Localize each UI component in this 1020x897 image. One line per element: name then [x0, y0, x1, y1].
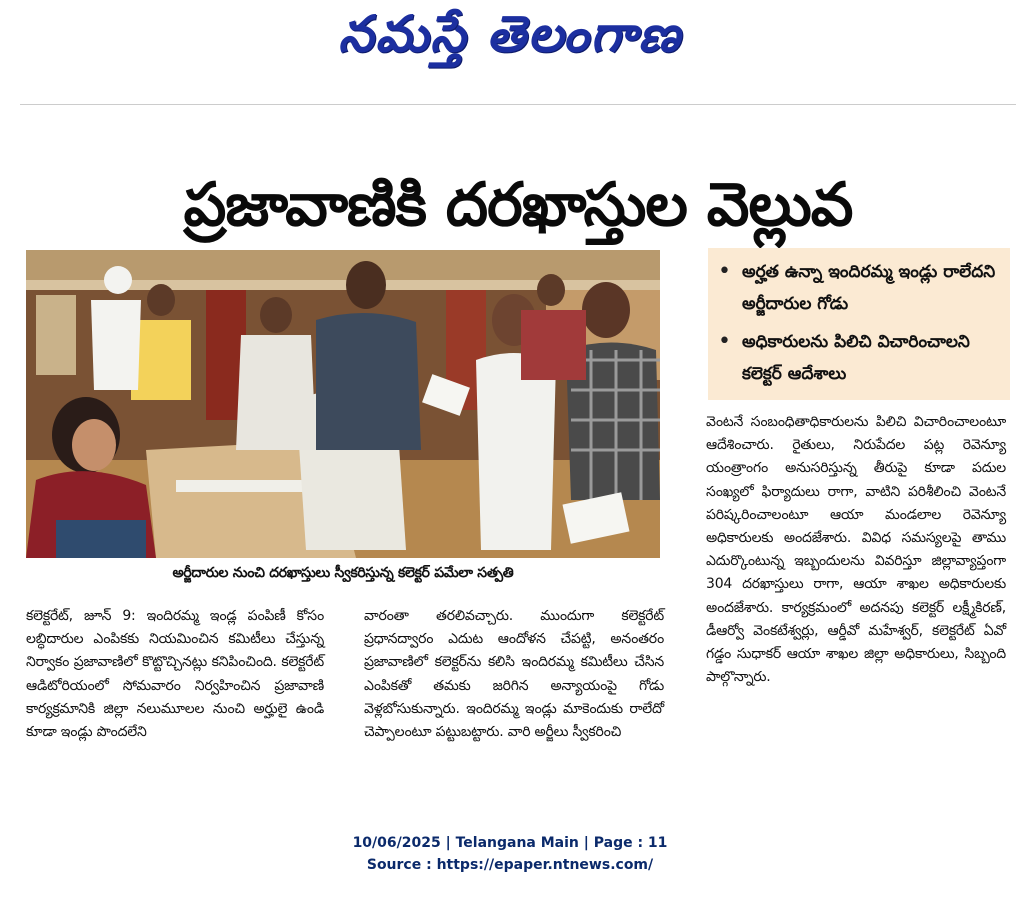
edition-info: 10/06/2025 | Telangana Main | Page : 11 [352, 835, 668, 851]
highlight-text: అర్హత ఉన్నా ఇందిరమ్మ ఇండ్లు రాలేదని అర్జీదారుల గోడు [742, 262, 996, 314]
photo-caption: అర్జీదారుల నుంచి దరఖాస్తులు స్వీకరిస్తున్న కలెక్టర్ పమేలా సత్పతి [172, 565, 514, 581]
body-text: కలెక్టరేట్, జూన్ 9: ఇందిరమ్మ ఇండ్ల పంపిణీ కోసం లబ్ధిదారుల ఎంపికకు నియమించిన కమిటీలు చేస్తున్న నిర్వాకం ప్రజావాణిలో కొట్టొచ్చినట్లు కనిపించింది. కలెక్టరేట్ ఆడిటోరియంలో సోమవారం నిర్వహించిన ప్రజావాణి కార్యక్రమానికి జిల్లా నలుమూలల నుంచి అర్హులై ఉండి కూడా ఇండ్లు పొందలేని [26, 608, 324, 741]
page-footer [0, 832, 1020, 876]
highlights-box [708, 248, 1010, 400]
source-link[interactable]: Source : https://epaper.ntnews.com/ [366, 857, 654, 873]
body-column-3 [706, 411, 1006, 689]
masthead [0, 0, 1020, 80]
bullet-icon: • [718, 259, 731, 284]
highlight-item [718, 256, 1010, 320]
newspaper-logo: నమస్తే తెలంగాణ [338, 4, 682, 63]
newspaper-clipping [20, 104, 1016, 805]
bullet-icon: • [718, 329, 731, 354]
highlight-text: అధికారులను పిలిచి విచారించాలని కలెక్టర్ ఆదేశాలు [742, 332, 970, 384]
body-text: వారంతా తరలివచ్చారు. ముందుగా కలెక్టరేట్ ప్రధానద్వారం ఎదుట ఆందోళన చేపట్టి, అనంతరం ప్రజావాణిలో కలెక్టర్‌ను కలిసి ఇందిరమ్మ కమిటీలు చేసిన ఎంపికతో తమకు జరిగిన అన్యాయంపై గోడు వెళ్లబోసుకున్నారు. ఇందిరమ్మ ఇండ్లు మాకెందుకు రాలేదో చెప్పాలంటూ పట్టుబట్టారు. వారి అర్జీలు స్వీకరించి [364, 608, 664, 741]
body-column-2 [364, 605, 664, 744]
highlight-item [718, 326, 1010, 390]
body-column-1 [26, 605, 324, 744]
article-headline: ప్రజావాణికి దరఖాస్తుల వెల్లువ [183, 170, 853, 241]
news-photo [26, 250, 660, 558]
body-text: వెంటనే సంబంధితాధికారులను పిలిచి విచారించాలంటూ ఆదేశించారు. రైతులు, నిరుపేదల పట్ల రెవెన్యూ యంత్రాంగం అనుసరిస్తున్న తీరుపై కూడా పదుల సంఖ్యలో ఫిర్యాదులు రాగా, వాటిని పరిశీలించి వెంటనే పరిష్కరించాలంటూ ఆయా మండలాల రెవెన్యూ అధికారులకు అందజేశారు. వివిధ సమస్యలపై తాము ఎదుర్కొంటున్న ఇబ్బందులను వివరిస్తూ జిల్లావ్యాప్తంగా 304 దరఖాస్తులు రాగా, ఆయా శాఖల అధికారులకు అందజేశారు. కార్యక్రమంలో అదనపు కలెక్టర్ లక్ష్మీకిరణ్, డీఆర్వో వెంకటేశ్వర్లు, ఆర్డీవో మహేశ్వర్, కలెక్టరేట్ ఏవో గడ్డం సుధాకర్ ఆయా శాఖల జిల్లా అధికారులు, సిబ్బంది పాల్గొన్నారు. [706, 414, 1006, 686]
